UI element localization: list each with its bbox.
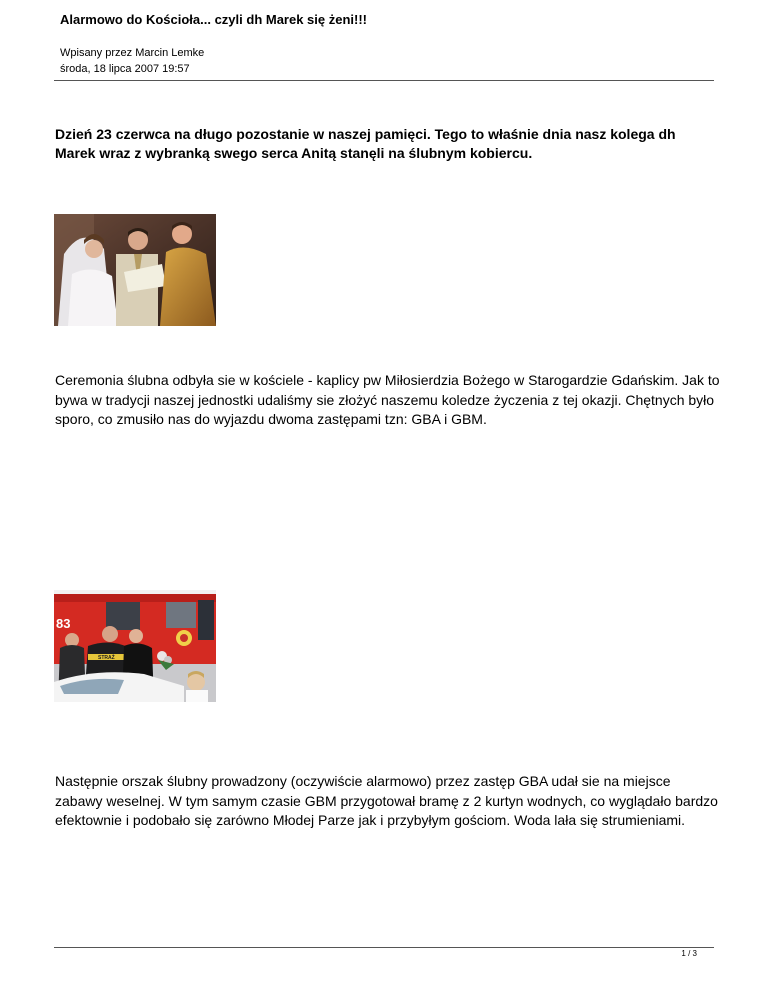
lead-paragraph: Dzień 23 czerwca na długo pozostanie w naszej pamięci. Tego to właśnie dnia nasz kolega dh Marek wraz z wybranką swego serca Anitą stanęli na ślubnym kobiercu. bbox=[55, 126, 676, 161]
date-line: środa, 18 lipca 2007 19:57 bbox=[60, 63, 190, 75]
body-paragraph: Następnie orszak ślubny prowadzony (oczywiście alarmowo) przez zastęp GBA udał sie na miejsce zabawy weselnej. W tym samym czasie GBM przygotował bramę z 2 kurtyn wodnych, co wyglądało bardzo efektownie i podobało się zarówno Młodej Parze jak i przybyłym gościom. Woda lała się strumieniami. bbox=[55, 773, 718, 828]
header-divider bbox=[54, 80, 714, 81]
article-byline bbox=[60, 45, 204, 77]
page-number: 1 / 3 bbox=[681, 949, 697, 958]
footer-divider bbox=[54, 947, 714, 948]
jacket-text: STRAŻ bbox=[98, 655, 115, 661]
truck-number: 83 bbox=[56, 616, 71, 631]
body-paragraph: Ceremonia ślubna odbyła sie w kościele - kaplicy pw Miłosierdzia Bożego w Starogardzie Gdańskim. Jak to bywa w tradycji naszej jednostki udaliśmy sie złożyć naszemu koledze życzenia z tej okazji. Chętnych było sporo, co zmusiło nas do wyjazdu dwoma zastępami tzn: GBA i GBM. bbox=[55, 372, 720, 427]
fire-truck-photo bbox=[54, 590, 216, 702]
page-title: Alarmowo do Kościoła... czyli dh Marek się żeni!!! bbox=[60, 12, 368, 27]
wedding-ceremony-photo bbox=[54, 214, 216, 326]
author-line: Wpisany przez Marcin Lemke bbox=[60, 47, 205, 59]
